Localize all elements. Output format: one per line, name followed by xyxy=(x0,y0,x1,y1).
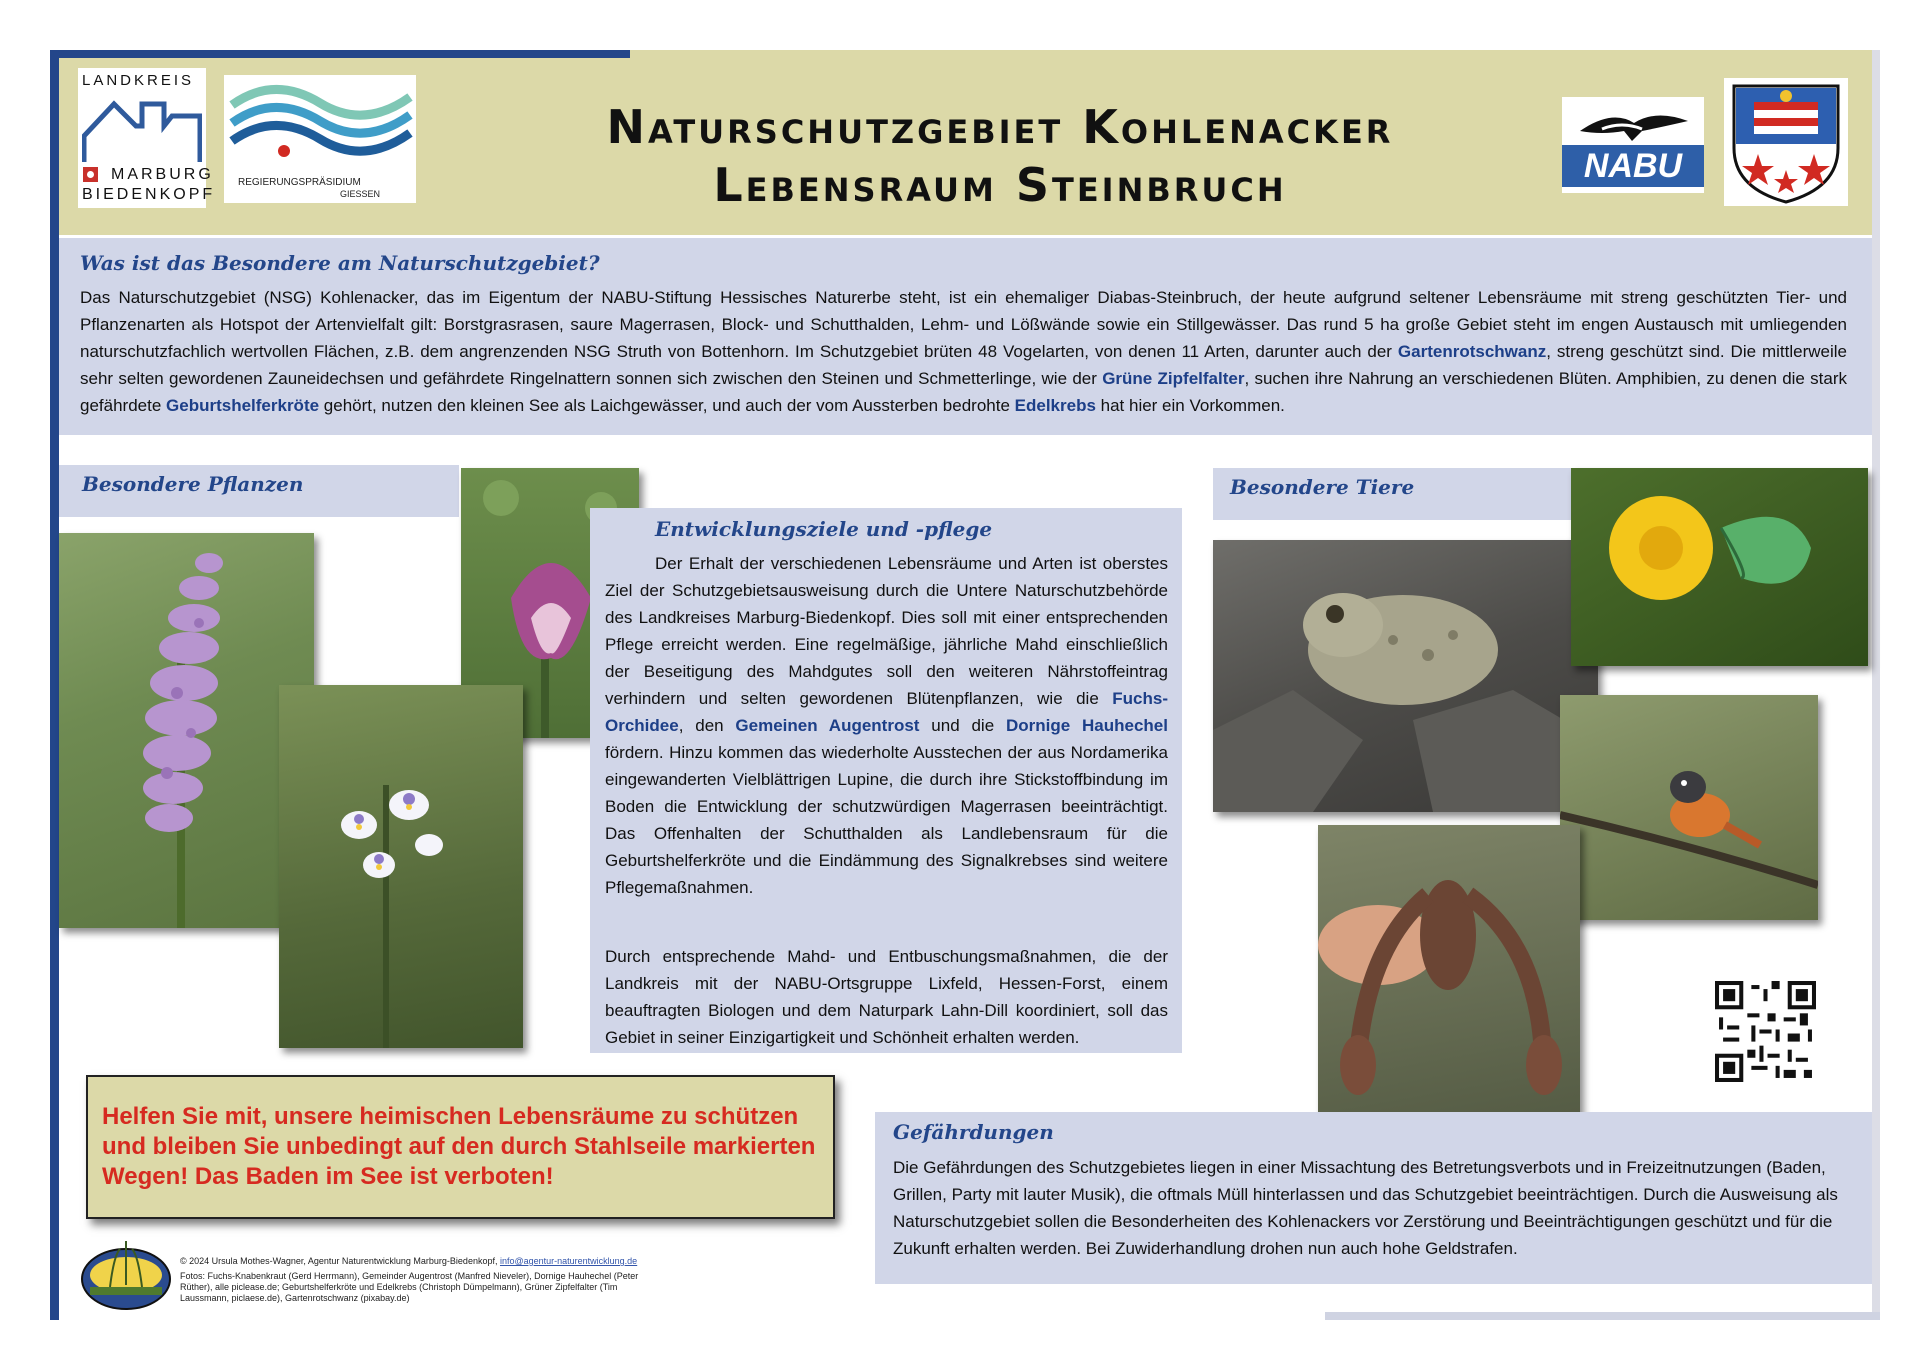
butterfly-image-icon xyxy=(1571,468,1868,666)
redstart-image-icon xyxy=(1560,695,1818,920)
threats-heading: Gefährdungen xyxy=(893,1120,1054,1144)
intro-text-part: , suchen ihre Nahrung an verschiedenen Blüten. Amphibien, zu denen die stark gefährdete xyxy=(80,369,1848,415)
goals-text-p2: Durch entsprechende Mahd- und Entbuschungsmaßnahmen, die der Landkreis mit der NABU-Ortsgruppe Lixfeld, Hessen-Forst, einem beauftragten Biologen und dem Naturpark Lahn-Dill koordiniert, soll das Gebiet in seiner Einzigartigkeit und Schönheit erhalten werden. xyxy=(605,947,1168,1047)
credit-line2: Fotos: Fuchs-Knabenkraut (Gerd Herrmann), Gemeinder Augentrost (Manfred Nieveler), Dornige Hauhechel (Peter Rüther), alle piclease.de; Geburtshelferkröte und Edelkrebs (Christoph Dümpelmann), Grüner Zipfelfalter (Tim Laussmann, piclaese.de), Gartenrotschwanz (pixabay.de) xyxy=(180,1271,639,1303)
highlight-gartenrotschwanz: Gartenrotschwanz xyxy=(1397,342,1547,361)
qr-code-icon xyxy=(1715,981,1816,1082)
top-accent-bar xyxy=(50,50,630,58)
credit-line1 xyxy=(180,1256,650,1267)
goals-text-part: fördern. Hinzu kommen das wiederholte Ausstechen der aus Nordamerika eingewanderten Vielblättrigen Lupine, die durch ihre Stickstoffbindung im Boden die Entwicklung der schutzwürdigen Magerrasen beeinträchtigt. Das Offenhalten der Schutthalden als Landlebensraum für die Geburtshelferkröte und die Eindämmung des Signalkrebses sind weitere Pflegemaßnahmen. xyxy=(605,743,1168,897)
redstart-photo xyxy=(1560,695,1818,920)
logo-landkreis-text: LANDKREIS xyxy=(82,72,195,89)
logo-marburg-text: MARBURG xyxy=(111,166,214,183)
nabu-wordmark: NABU xyxy=(1562,145,1704,187)
intro-text-part: gehört, nutzen den kleinen See als Laichgewässer, und auch der vom Aussterben bedrohte xyxy=(319,396,1015,415)
crayfish-image-icon xyxy=(1318,825,1580,1130)
highlight-augentrost: Gemeinen Augentrost xyxy=(735,716,920,735)
stork-icon xyxy=(1572,101,1692,147)
logo-biedenkopf-text: BIEDENKOPF xyxy=(82,186,216,203)
goals-text-part: , den xyxy=(678,716,736,735)
highlight-edelkrebs: Edelkrebs xyxy=(1014,396,1096,415)
orchid-photo xyxy=(59,533,314,928)
butterfly-photo xyxy=(1571,468,1868,666)
landkreis-logo xyxy=(78,68,216,208)
title-line1: Naturschutzgebiet Kohlenacker xyxy=(606,100,1394,154)
rp-text-line2: GIESSEN xyxy=(340,189,381,199)
goals-text-part: und die xyxy=(919,716,1006,735)
bottom-frame-bar xyxy=(1325,1312,1880,1320)
crayfish-photo xyxy=(1318,825,1580,1130)
toad-image-icon xyxy=(1213,540,1598,812)
warning-box xyxy=(86,1075,835,1219)
intro-text xyxy=(80,284,1847,419)
highlight-zipfelfalter: Grüne Zipfelfalter xyxy=(1102,369,1245,388)
landkreis-skyline-icon xyxy=(82,96,202,166)
agentur-logo-icon xyxy=(80,1235,172,1311)
intro-text-part: hat hier ein Vorkommen. xyxy=(1095,396,1285,415)
warning-text: Helfen Sie mit, unsere heimischen Lebensräume zu schützen und bleiben Sie unbedingt auf den durch Stahlseile markierten Wegen! Das Baden im See ist verboten! xyxy=(102,1103,816,1190)
coat-of-arms-icon xyxy=(1724,78,1848,206)
intro-text-part: , streng geschützt sind. Die mittlerweile sehr selten gewordenen Zauneidechsen und gefährdete Ringelnattern sonnen sich zwischen den Steinen und Schmetterlinge, wie der xyxy=(80,342,1847,388)
intro-heading: Was ist das Besondere am Naturschutzgebiet? xyxy=(80,251,600,275)
intro-text-part: Das Naturschutzgebiet (NSG) Kohlenacker, das im Eigentum der NABU-Stiftung Hessisches Naturerbe steht, ist ein ehemaliger Diabas-Steinbruch, der heute aufgrund seltener Lebensräume mit streng geschützten Tier- und Pflanzenarten als Hotspot der Artenvielfalt gilt: Borstgrasrasen, saure Magerrasen, Block- und Schutthalden, Lehm- und Lößwände sowie ein Stillgewässer. Das rund 5 ha große Gebiet steht im engen Austausch mit umliegenden naturschutzfachlich wertvollen Flächen, z.B. dem angrenzenden NSG Struth von Bottenhorn. Im Schutzgebiet brüten 48 Vogelarten, von denen 11 Arten, darunter auch der xyxy=(80,288,1847,361)
qr-code[interactable] xyxy=(1715,981,1816,1082)
threats-text: Die Gefährdungen des Schutzgebietes liegen in einer Missachtung des Betretungsverbots und in Freizeitnutzungen (Baden, Grillen, Party mit lauter Musik), die oftmals Müll hinterlassen und das Schutzgebiet beeinträchtigen. Durch die Ausweisung als Naturschutzgebiet sollen die Besonderheiten des Kohlenackers vor Zerstörung und Beeinträchtigungen geschützt und für die Zukunft erhalten werden. Bei Zuwiderhandlung drohen nun auch hohe Geldstrafen. xyxy=(893,1158,1838,1258)
goals-text-part: Der Erhalt der verschiedenen Lebensräume und Arten ist oberstes Ziel der Schutzgebietsausweisung durch die Untere Naturschutzbehörde des Landkreises Marburg-Biedenkopf. Dies soll mit einer entsprechenden Pflege erreicht werden. Eine regelmäßige, jährliche Mahd einschließlich der Beseitigung des Mahdgutes soll den weiteren Nährstoffeintrag verhindern und selten gewordenen Blütenpflanzen, wie die xyxy=(605,554,1168,708)
goals-text-p1 xyxy=(605,550,1168,901)
landkreis-square-icon xyxy=(83,167,98,182)
plants-heading: Besondere Pflanzen xyxy=(82,472,304,496)
orchid-image-icon xyxy=(59,533,314,928)
highlight-geburtshelferkroete: Geburtshelferkröte xyxy=(166,396,320,415)
header-divider xyxy=(59,235,1872,237)
left-accent-bar xyxy=(50,50,59,1320)
right-frame-bar xyxy=(1872,50,1880,1320)
coat-of-arms-logo xyxy=(1724,78,1848,206)
page-title xyxy=(380,98,1620,214)
title-line2: Lebensraum Steinbruch xyxy=(713,158,1287,212)
agentur-logo xyxy=(80,1235,172,1311)
animals-heading: Besondere Tiere xyxy=(1230,475,1415,499)
credit-owner: © 2024 Ursula Mothes-Wagner, Agentur Naturentwicklung Marburg-Biedenkopf, xyxy=(180,1256,500,1266)
augentrost-photo xyxy=(279,685,523,1048)
highlight-hauhechel: Dornige Hauhechel xyxy=(1005,716,1168,735)
highlight-fuchs-orchidee: Fuchs-Orchidee xyxy=(605,689,1168,735)
goals-heading: Entwicklungsziele und -pflege xyxy=(655,517,993,541)
augentrost-image-icon xyxy=(279,685,523,1048)
credits xyxy=(180,1256,650,1304)
nabu-logo xyxy=(1562,97,1704,193)
rp-text-line1: REGIERUNGSPRÄSIDIUM xyxy=(238,177,361,188)
toad-photo xyxy=(1213,540,1598,812)
credit-email-link[interactable]: info@agentur-naturentwicklung.de xyxy=(499,1256,638,1266)
